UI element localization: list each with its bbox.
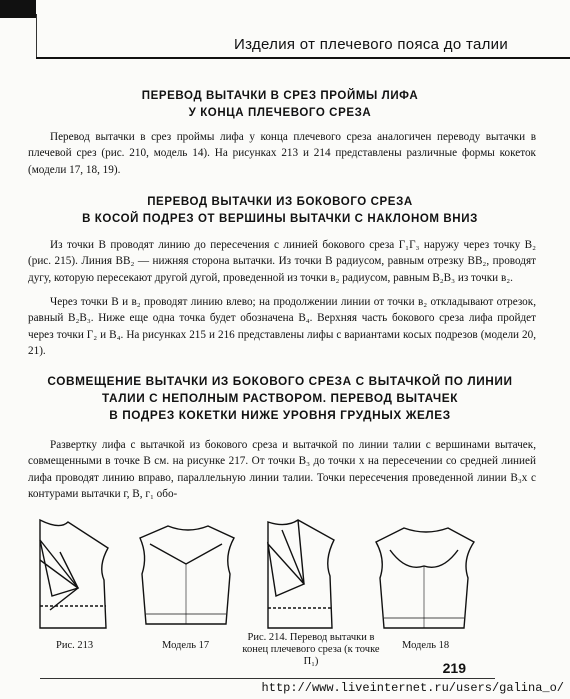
section3-title-line2: ТАЛИИ С НЕПОЛНЫМ РАСТВОРОМ. ПЕРЕВОД ВЫТАЧЕК bbox=[101, 391, 459, 405]
caption-fig-213: Рис. 213 bbox=[56, 640, 94, 651]
figure-213-draft bbox=[40, 520, 108, 628]
figure-214-draft bbox=[268, 520, 334, 628]
footer-rule bbox=[40, 678, 495, 679]
page-header bbox=[0, 0, 570, 60]
caption-fig-214 bbox=[236, 632, 386, 668]
section2-paragraph1: Из точки В проводят линию до пересечения с линией бокового среза Г₁Г₃ наружу через точку В₂ (рис. 215). Линия ВВ₂ — нижняя сторона вытачки. Из точки В радиусом, равным отрезку ВВ₂, проводят дугу, которую пересекают другой дугой, проведенной из точки в₂ радиусом, равным В₂В₃ из точки в₂. bbox=[28, 239, 536, 284]
section2-paragraph2: Через точки В и в₂ проводят линию влево; на продолжении линии от точки в₂ откладывают отрезок, равный В₂В₃. Ниже еще одна точка будет обозначена В₄. Верхняя часть бокового среза лифа пройдет через точки Г₂ и В₄. На рисунках 215 и 216 представлены лифы с вариантами косых подрезов (модели 20, 21). bbox=[28, 296, 536, 358]
section3-paragraph: Развертку лифа с вытачкой из бокового среза и вытачкой по линии талии с вершинами вытачек, совмещенными в точке В см. на рисунке 217. От точки В₃ до точки х на пересечении со средней линией лифа проводят линию вправо, параллельную линии талии. Точки пересечения проведенной линии В₃х с контурами вытачки г, В, г₁ обо- bbox=[28, 439, 536, 501]
section1-heading bbox=[30, 88, 530, 122]
section1-title-line1: ПЕРЕВОД ВЫТАЧКИ В СРЕЗ ПРОЙМЫ ЛИФА bbox=[141, 90, 419, 102]
model-18-bodice bbox=[376, 528, 474, 628]
section1-paragraph: Перевод вытачки в срез проймы лифа у конца плечевого среза аналогичен переводу вытачки в плечевой срез (рис. 210, модель 14). На рисунках 213 и 214 представлены различные формы кокеток (модели 17, 18, 19). bbox=[28, 131, 536, 176]
caption-fig-214-line2: конец плечевого среза (к точке П₁) bbox=[242, 644, 380, 667]
section3-title-line1: СОВМЕЩЕНИЕ ВЫТАЧКИ ИЗ БОКОВОГО СРЕЗА С ВЫТАЧКОЙ ПО ЛИНИИ bbox=[47, 374, 513, 388]
caption-model-18: Модель 18 bbox=[402, 640, 450, 651]
running-head: Изделия от плечевого пояса до талии bbox=[234, 36, 508, 53]
caption-fig-214-line1: Рис. 214. Перевод вытачки в bbox=[247, 632, 375, 643]
section3-title-line3: В ПОДРЕЗ КОКЕТКИ НИЖЕ УРОВНЯ ГРУДНЫХ ЖЕЛЕЗ bbox=[109, 408, 451, 422]
header-vertical-rule bbox=[36, 14, 37, 58]
section3-heading bbox=[30, 373, 530, 424]
source-url[interactable]: http://www.liveinternet.ru/users/galina_o/ bbox=[261, 681, 564, 695]
header-rule bbox=[36, 57, 570, 59]
section2-title-line2: В КОСОЙ ПОДРЕЗ ОТ ВЕРШИНЫ ВЫТАЧКИ С НАКЛОНОМ ВНИЗ bbox=[82, 213, 478, 225]
section2-title-line1: ПЕРЕВОД ВЫТАЧКИ ИЗ БОКОВОГО СРЕЗА bbox=[147, 196, 413, 208]
header-tab-mark bbox=[0, 0, 36, 18]
caption-model-17: Модель 17 bbox=[162, 640, 210, 651]
section2-heading bbox=[30, 194, 530, 228]
section1-title-line2: У КОНЦА ПЛЕЧЕВОГО СРЕЗА bbox=[188, 107, 372, 119]
model-17-bodice bbox=[140, 526, 234, 624]
page-number: 219 bbox=[442, 660, 466, 676]
